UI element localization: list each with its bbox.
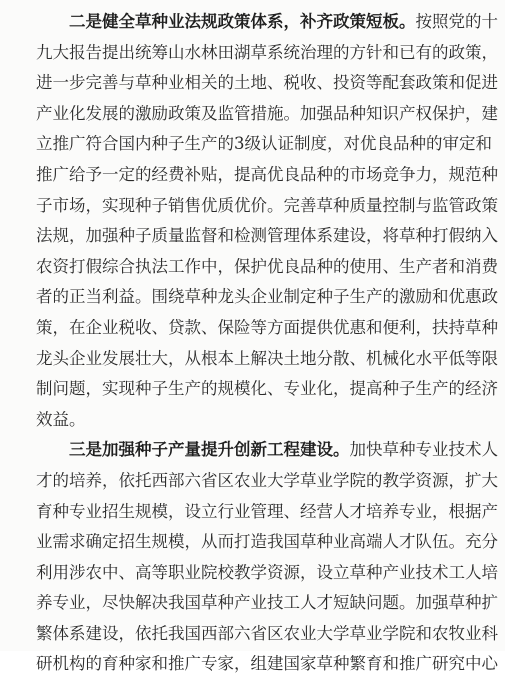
paragraph-line: 繁体系建设，依托我国西部六省区农业大学草业学院和农牧业科 (36, 623, 498, 643)
paragraph-text: 加快草种专业技术人 (349, 440, 498, 460)
paragraph-line: 农资打假综合执法工作中，保护优良品种的使用、生产者和消费 (36, 256, 498, 276)
paragraph-line: 育种专业招生规模，设立行业管理、经营人才培养专业，根据产 (36, 501, 498, 521)
paragraph-line: 业需求确定招生规模，从而打造我国草种业高端人才队伍。充分 (36, 532, 498, 552)
paragraph-line: 养专业，尽快解决我国草种产业技工人才短缺问题。加强草种扩 (36, 593, 498, 613)
paragraph-line: 策，在企业税收、贷款、保险等方面提供优惠和便利，扶持草种 (36, 317, 498, 337)
paragraph-lead-sentence: 三是加强种子产量提升创新工程建设。 (69, 440, 350, 460)
paragraph-line: 产业化发展的激励政策及监管措施。加强品种知识产权保护，建 (36, 103, 498, 123)
paragraph-line: 利用涉农中、高等职业院校教学资源，设立草种产业技术工人培 (36, 562, 498, 582)
paragraph-first-line (36, 435, 498, 466)
paragraph-line: 者的正当利益。围绕草种龙头企业制定种子生产的激励和优惠政 (36, 287, 498, 307)
paragraph-line: 效益。 (36, 409, 86, 429)
paragraph-line: 研机构的育种家和推广专家，组建国家草种繁育和推广研究中心 (36, 654, 498, 674)
paragraph-line: 进一步完善与草种业相关的土地、税收、投资等配套政策和促进 (36, 73, 498, 93)
paragraph-line: 才的培养，依托西部六省区农业大学草业学院的教学资源，扩大 (36, 470, 498, 490)
paragraph-line: 制问题，实现种子生产的规模化、专业化，提高种子生产的经济 (36, 379, 498, 399)
paragraph-text: 按照党的十 (415, 12, 498, 31)
paragraph-line: 立推广符合国内种子生产的3级认证制度，对优良品种的审定和 (36, 134, 492, 154)
paragraph-line: 龙头企业发展壮大，从根本上解决土地分散、机械化水平低等限 (36, 348, 498, 368)
paragraph-line: 子市场，实现种子销售优质优价。完善草种质量控制与监管政策 (36, 195, 498, 215)
paragraph-first-line (36, 7, 498, 38)
paragraph-line: 法规，加强种子质量监督和检测管理体系建设，将草种打假纳入 (36, 226, 498, 246)
paragraph-lead-sentence: 二是健全草种业法规政策体系，补齐政策短板。 (69, 12, 416, 31)
paragraph-line: 九大报告提出统筹山水林田湖草系统治理的方针和已有的政策， (36, 42, 498, 62)
paragraph-line: 推广给予一定的经费补贴，提高优良品种的市场竞争力，规范种 (36, 164, 498, 184)
document-body (36, 7, 498, 680)
